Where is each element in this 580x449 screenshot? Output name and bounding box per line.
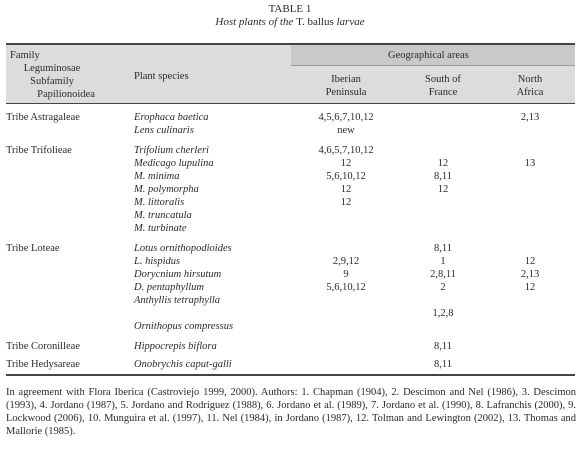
subtitle-post: larvae [333,16,365,28]
france-value: 1,2,8 [432,308,454,319]
header-iberian-1: Iberian [331,74,361,85]
species-name: M. turbinate [134,223,187,234]
species-name: Hippocrepis biflora [134,341,217,352]
species-name: L. hispidus [134,256,181,267]
header-geo: Geographical areas [388,50,469,61]
tribe-label: Tribe Hedysareae [6,359,80,370]
header-iberian-2: Peninsula [325,87,367,98]
header-plant-species: Plant species [134,71,189,82]
iberian-value: 4,5,6,7,10,12 [318,112,374,123]
africa-value: 2,13 [520,112,540,123]
header-subfamily-1: Leguminosae [23,63,81,74]
header-africa-2: Africa [516,87,544,98]
species-name: Lens culinaris [134,125,194,136]
species-name: M. truncatula [134,210,192,221]
species-name: M. polymorpha [134,184,199,195]
header-france-1: South of [425,74,461,85]
geo-divider [291,65,575,66]
species-name: Dorycnium hirsutum [134,269,222,280]
species-name: Trifolium cherleri [134,145,209,156]
iberian-value: 4,6,5,7,10,12 [318,145,374,156]
table-footnote: In agreement with Flora Iberica (Castroviejo 1999, 2000). Authors: 1. Chapman (1904), 2. Descimon and Nel (1986), 3. Descimon (1993), 4. Jordano (1987), 5. Jordano and Rodríguez (1988), 6. Jordano et al. (1989), 7. Jordano et al. (1990), 8. Lafranchis (2000), 9. Lockwood (2006), 10. Munguira et al. (1997), 11. Nel (1984), in Jordano (1987), 12. Tolman and Lewington (2002), 13. Thomas and Mallorie (1985). [6,387,576,437]
header-subfamily-2: Subfamily [30,76,74,87]
species-name: Erophaca baetica [134,112,209,123]
france-value: 2 [440,282,446,293]
species-name: Ornithopus compressus [134,321,234,332]
species-name: D. pentaphyllum [134,282,204,293]
header-family: Family [10,50,40,61]
bottom-rule [6,374,575,376]
france-value: 12 [437,184,449,195]
france-value: 8,11 [434,341,452,352]
species-name: M. minima [134,171,180,182]
france-value: 2,8,11 [430,269,456,280]
iberian-value: 2,9,12 [332,256,360,267]
iberian-value: 12 [340,197,352,208]
species-name: Onobrychis caput-galli [134,359,232,370]
africa-value: 13 [524,158,536,169]
species-name: Anthyllis tetraphylla [134,295,221,306]
africa-value: 2,13 [520,269,540,280]
france-value: 1 [440,256,446,267]
france-value: 12 [437,158,449,169]
table-title: TABLE 1 [268,3,312,15]
tribe-label: Tribe Loteae [6,243,60,254]
france-value: 8,11 [434,171,452,182]
iberian-value: 12 [340,184,352,195]
subtitle-pre: Host plants of the [215,16,297,28]
france-value: 8,11 [434,359,452,370]
africa-value: 12 [524,282,536,293]
header-subfamily-3: Papilionoidea [37,89,95,100]
tribe-label: Tribe Trifolieae [6,145,72,156]
table-subtitle [0,16,580,29]
header-rule [6,103,575,104]
species-name: Medicago lupulina [134,158,214,169]
france-value: 8,11 [434,243,452,254]
iberian-value: 12 [340,158,352,169]
subtitle-species: T. ballus [296,16,334,28]
iberian-value: new [337,125,355,136]
tribe-label: Tribe Astragaleae [6,112,80,123]
header-france-2: France [428,87,458,98]
species-name: M. littoralis [134,197,185,208]
africa-value: 12 [524,256,536,267]
iberian-value: 5,6,10,12 [326,282,366,293]
iberian-value: 9 [343,269,349,280]
header-africa-1: North [517,74,543,85]
iberian-value: 5,6,10,12 [326,171,366,182]
species-name: Lotus ornithopodioides [134,243,232,254]
tribe-label: Tribe Coronilleae [6,341,80,352]
